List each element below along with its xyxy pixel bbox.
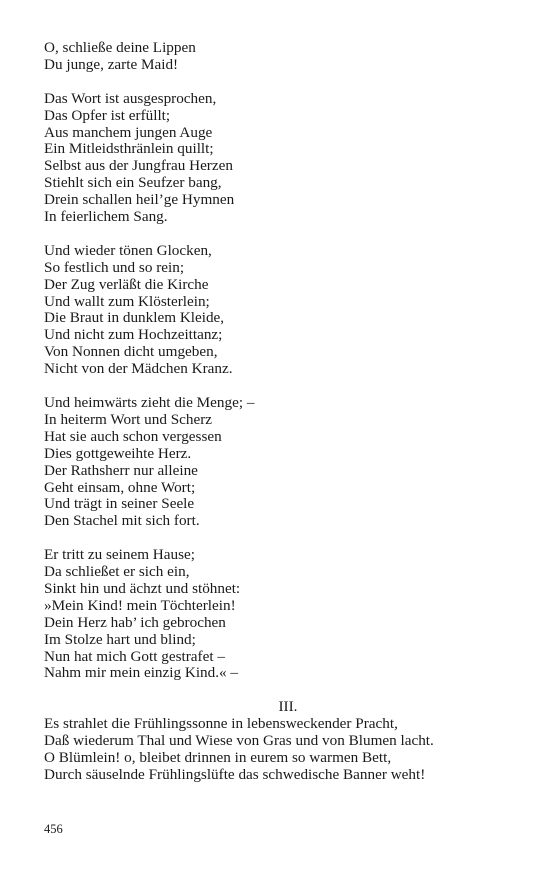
poem-line: Durch säuselnde Frühlingslüfte das schwedische Banner weht! xyxy=(44,765,426,783)
poem-line: Der Rathsherr nur alleine xyxy=(44,461,198,479)
poem-line: Und trägt in seiner Seele xyxy=(44,495,195,513)
poem-line: In feierlichem Sang. xyxy=(44,208,168,226)
poem-line: Nahm mir mein einzig Kind.« – xyxy=(44,664,239,682)
page-number: 456 xyxy=(44,822,63,836)
poem-line: Es strahlet die Frühlingssonne in lebensweckender Pracht, xyxy=(44,715,398,733)
poem-line: Im Stolze hart und blind; xyxy=(44,630,196,648)
poem-line: Das Opfer ist erfüllt; xyxy=(44,106,171,124)
poem-line: Daß wiederum Thal und Wiese von Gras und von Blumen lacht. xyxy=(44,732,434,750)
poem-line: Nun hat mich Gott gestrafet – xyxy=(44,647,225,665)
poem-line: O Blümlein! o, bleibet drinnen in eurem so warmen Bett, xyxy=(44,748,392,766)
poem-line: Drein schallen heil’ge Hymnen xyxy=(44,191,235,209)
poem-line: Sinkt hin und ächzt und stöhnet: xyxy=(44,579,241,597)
poem-line: Die Braut in dunklem Kleide, xyxy=(44,309,225,327)
poem-line: Der Zug verläßt die Kirche xyxy=(44,275,209,293)
poem-line: Du junge, zarte Maid! xyxy=(44,55,179,73)
stanza-3 xyxy=(44,243,514,378)
section-three xyxy=(44,699,514,784)
poem-line: Das Wort ist ausgesprochen, xyxy=(44,89,217,107)
stanza-4 xyxy=(44,395,514,530)
poem-line: Und heimwärts zieht die Menge; – xyxy=(44,393,255,411)
section-heading: III. xyxy=(278,698,298,716)
poem-line: Den Stachel mit sich fort. xyxy=(44,512,200,530)
poem-line: Ein Mitleidsthränlein quillt; xyxy=(44,140,214,158)
poem-line: Von Nonnen dicht umgeben, xyxy=(44,343,218,361)
poem-line: Geht einsam, ohne Wort; xyxy=(44,478,196,496)
poem-line: Aus manchem jungen Auge xyxy=(44,123,213,141)
poem-line: Da schließet er sich ein, xyxy=(44,563,190,581)
poem-line: Nicht von der Mädchen Kranz. xyxy=(44,360,233,378)
poem-line: Selbst aus der Jungfrau Herzen xyxy=(44,157,233,175)
poem-line: O, schließe deine Lippen xyxy=(44,39,196,56)
poem-line: »Mein Kind! mein Töchterlein! xyxy=(44,596,236,614)
poem-line: Er tritt zu seinem Hause; xyxy=(44,546,195,564)
poem-line: Und wallt zum Klösterlein; xyxy=(44,292,210,310)
poem-line: In heiterm Wort und Scherz xyxy=(44,410,213,428)
stanza-5 xyxy=(44,547,514,682)
poem-line: Hat sie auch schon vergessen xyxy=(44,427,222,445)
poem-line: Stiehlt sich ein Seufzer bang, xyxy=(44,174,222,192)
poem-text xyxy=(44,40,514,801)
poem-line: So festlich und so rein; xyxy=(44,258,185,276)
poem-line: Und nicht zum Hochzeittanz; xyxy=(44,326,223,344)
poem-line: Dies gottgeweihte Herz. xyxy=(44,444,192,462)
poem-line: Dein Herz hab’ ich gebrochen xyxy=(44,613,226,631)
poem-line: Und wieder tönen Glocken, xyxy=(44,241,212,259)
stanza-2 xyxy=(44,91,514,226)
stanza-1 xyxy=(44,40,514,74)
